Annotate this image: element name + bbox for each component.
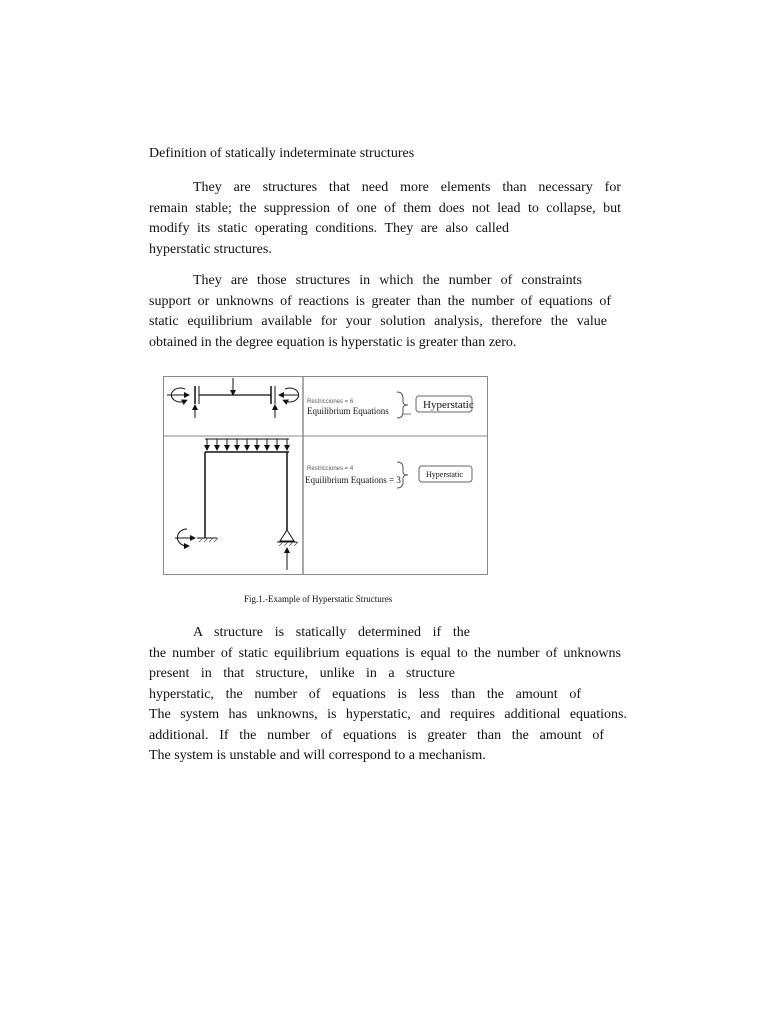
row1-result-label: Hyperstatic	[423, 399, 474, 411]
paragraph-line: the number of static equilibrium equations is equal to the number of unknowns	[149, 645, 621, 661]
paragraph-line: They are those structures in which the number of constraints	[193, 273, 582, 288]
paragraph-line: The system is unstable and will correspond to a mechanism.	[149, 748, 486, 763]
figure-svg	[163, 376, 489, 576]
paragraph-line: remain stable; the suppression of one of them does not lead to collapse, but	[149, 200, 621, 216]
paragraph-line: static equilibrium available for your solution analysis, therefore the value	[149, 314, 607, 329]
paragraph-line: A structure is statically determined if the	[193, 625, 470, 640]
document-title: Definition of statically indeterminate structures	[149, 146, 415, 161]
figure-caption: Fig.1.-Example of Hyperstatic Structures	[244, 594, 393, 604]
row1-equations-label: Equilibrium Equations	[307, 406, 389, 416]
paragraph-line: present in that structure, unlike in a structure	[149, 666, 455, 681]
row2-result-label: Hyperstatic	[426, 470, 463, 479]
paragraph-line: support or unknowns of reactions is greater than the number of equations of	[149, 293, 611, 309]
row2-restrictions-label: Restricciones = 4	[307, 466, 354, 472]
paragraph-line: hyperstatic structures.	[149, 241, 272, 257]
paragraph-1	[149, 178, 621, 260]
paragraph-line: obtained in the degree equation is hyperstatic is greater than zero.	[149, 334, 517, 350]
paragraph-line: modify its static operating conditions. They are also called	[149, 221, 509, 236]
paragraph-3	[149, 623, 627, 767]
row2-equations-label: Equilibrium Equations = 3	[305, 475, 401, 485]
row1-restrictions-label: Restricciones = 6	[307, 399, 354, 405]
paragraph-line: The system has unknowns, is hyperstatic, and requires additional equations.	[149, 707, 627, 722]
paragraph-line: They are structures that need more elements than necessary for	[193, 180, 621, 195]
hyperstatic-figure	[163, 376, 489, 576]
paragraph-line: hyperstatic, the number of equations is less than the amount of	[149, 686, 581, 702]
paragraph-line: additional. If the number of equations is greater than the amount of	[149, 727, 604, 743]
paragraph-2	[149, 271, 621, 353]
